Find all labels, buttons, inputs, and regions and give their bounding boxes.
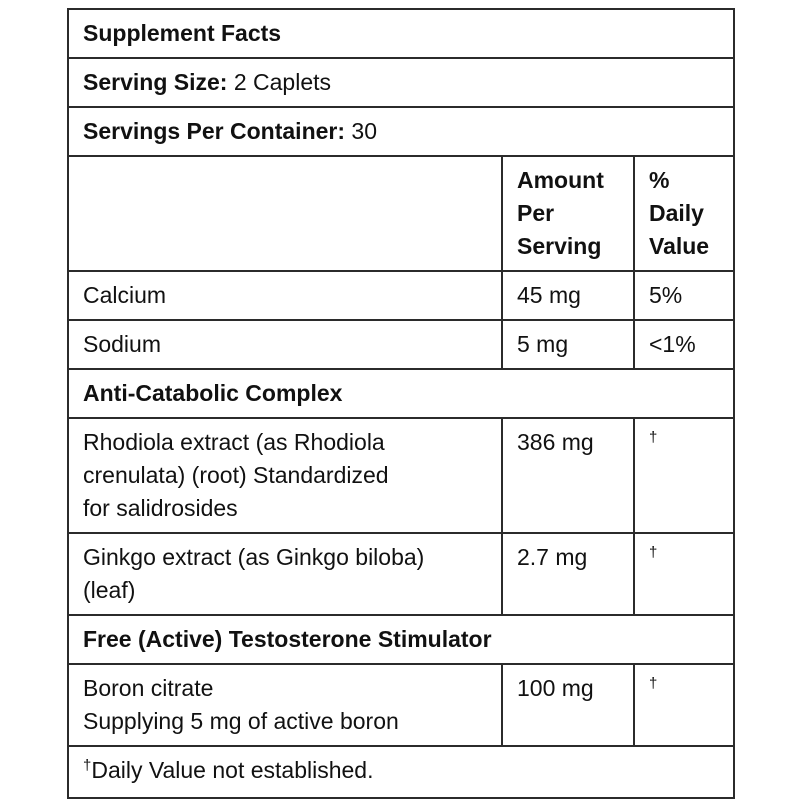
section-heading-row <box>68 615 734 664</box>
ingredient-name <box>68 533 502 615</box>
ingredient-row-ginkgo <box>68 533 734 615</box>
footnote <box>68 746 734 798</box>
ingredient-name-line: Supplying 5 mg of active boron <box>83 708 399 734</box>
serving-size-value: 2 Caplets <box>233 69 331 95</box>
serving-size <box>68 58 734 107</box>
ingredient-name-line: Boron citrate <box>83 675 214 701</box>
amount-per-serving-header <box>502 156 634 271</box>
nutrient-name: Calcium <box>68 271 502 320</box>
dv-header-line: Daily <box>649 200 704 226</box>
servings-per-container-row <box>68 107 734 156</box>
nutrient-daily-value: <1% <box>634 320 734 369</box>
serving-size-row <box>68 58 734 107</box>
ingredient-daily-value <box>634 533 734 615</box>
ingredient-amount: 386 mg <box>502 418 634 533</box>
ingredient-row-rhodiola <box>68 418 734 533</box>
section-heading-anti-catabolic: Anti-Catabolic Complex <box>68 369 734 418</box>
ingredient-amount: 100 mg <box>502 664 634 746</box>
nutrient-amount: 45 mg <box>502 271 634 320</box>
ingredient-name-line: for salidrosides <box>83 495 238 521</box>
ingredient-name <box>68 418 502 533</box>
serving-size-label: Serving Size: <box>83 69 228 95</box>
amount-header-line: Amount <box>517 167 604 193</box>
title-row <box>68 9 734 58</box>
dagger-symbol: † <box>649 429 658 446</box>
nutrient-name: Sodium <box>68 320 502 369</box>
facts-title: Supplement Facts <box>68 9 734 58</box>
nutrient-amount: 5 mg <box>502 320 634 369</box>
ingredient-name-line: (leaf) <box>83 577 136 603</box>
amount-header-line: Serving <box>517 233 602 259</box>
nutrient-daily-value: 5% <box>634 271 734 320</box>
dv-header-line: % <box>649 167 670 193</box>
footnote-symbol: † <box>83 757 92 774</box>
nutrient-row-sodium <box>68 320 734 369</box>
section-heading-row <box>68 369 734 418</box>
ingredient-name-line: Rhodiola extract (as Rhodiola <box>83 429 385 455</box>
column-header-row <box>68 156 734 271</box>
supplement-facts-table <box>67 8 735 799</box>
footnote-text: Daily Value not established. <box>91 757 374 783</box>
ingredient-name <box>68 664 502 746</box>
daily-value-header <box>634 156 734 271</box>
ingredient-daily-value <box>634 664 734 746</box>
ingredient-name-line: crenulata) (root) Standardized <box>83 462 389 488</box>
ingredient-row-boron <box>68 664 734 746</box>
amount-header-line: Per <box>517 200 555 226</box>
dv-header-line: Value <box>649 233 710 259</box>
footnote-row <box>68 746 734 798</box>
ingredient-daily-value <box>634 418 734 533</box>
ingredient-name-line: Ginkgo extract (as Ginkgo biloba) <box>83 544 425 570</box>
dagger-symbol: † <box>649 544 658 561</box>
nutrient-row-calcium <box>68 271 734 320</box>
servings-per-container-value: 30 <box>351 118 378 144</box>
servings-per-container <box>68 107 734 156</box>
servings-per-container-label: Servings Per Container: <box>83 118 346 144</box>
section-heading-testosterone: Free (Active) Testosterone Stimulator <box>68 615 734 664</box>
dagger-symbol: † <box>649 675 658 692</box>
blank-header-cell <box>68 156 502 271</box>
ingredient-amount: 2.7 mg <box>502 533 634 615</box>
